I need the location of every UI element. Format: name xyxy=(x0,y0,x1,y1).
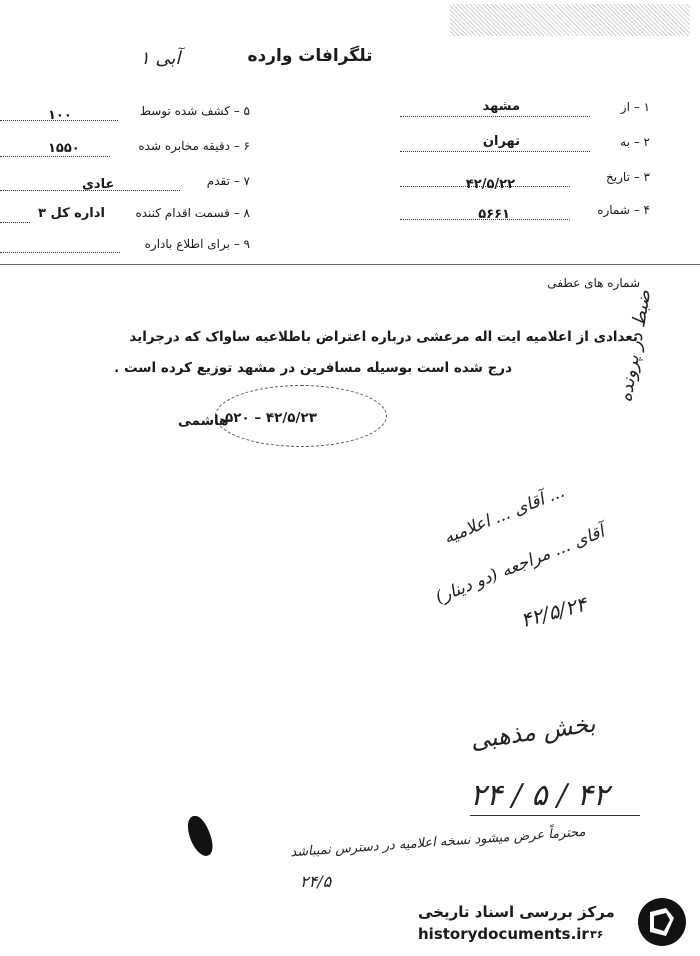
ink-blot xyxy=(183,813,216,859)
dotted-line xyxy=(0,190,180,191)
dotted-line xyxy=(400,116,590,117)
watermark-url: historydocuments.ir xyxy=(418,925,589,943)
reference-numbers-label: شماره های عطفی xyxy=(547,276,640,290)
field-minutes-label: ۶ – دقیقه مخابره شده xyxy=(138,139,250,153)
watermark-page-fragment: ۳۶ xyxy=(590,928,604,941)
field-to-label: ۲ – به xyxy=(620,135,650,149)
field-priority-value: عادی xyxy=(82,177,115,192)
field-number-value: ۵۶۶۱ xyxy=(478,207,510,222)
field-priority-label: ۷ – تقدم xyxy=(206,174,250,188)
field-from-value: مشهد xyxy=(482,99,520,114)
field-minutes-value: ۱۵۵۰ xyxy=(48,141,80,156)
field-action-dept-value: اداره کل ۳ xyxy=(38,206,105,221)
dotted-line xyxy=(0,120,118,121)
message-line-2: درج شده است بوسیله مسافرین در مشهد توزیع کرده است . xyxy=(114,360,512,376)
field-from-label: ۱ – از xyxy=(620,100,650,114)
handwritten-date-1: ۴۲/۵/۲۴ xyxy=(518,591,590,633)
margin-handwritten-note: ضبط در پرونده xyxy=(615,288,656,404)
signature-code: ۴۲/۵/۲۳ – ۵۲۰ xyxy=(225,410,317,426)
watermark-logo-icon xyxy=(636,896,688,948)
dotted-line xyxy=(400,219,570,220)
signature-name: هاشمی xyxy=(178,413,229,429)
field-decoded-by-label: ۵ – کشف شده توسط xyxy=(139,104,250,118)
field-number-label: ۴ – شماره xyxy=(597,203,650,217)
message-line-1: تعدادی از اعلامیه ایت اله مرعشی درباره اعتراض باطلاعیه ساواک که درجراید xyxy=(129,329,638,345)
field-date-value: ۴۲/۵/۲۲ xyxy=(465,177,515,192)
handwritten-note-diag-2: (دو دینار) آقای ... مراجعه xyxy=(432,521,608,609)
field-to-value: تهران xyxy=(482,134,520,149)
dotted-line xyxy=(400,186,570,187)
handwritten-note-mid: بخش مذهبی xyxy=(468,709,598,755)
dotted-line xyxy=(0,222,30,223)
field-info-dept-label: ۹ – برای اطلاع باداره xyxy=(144,237,250,251)
dotted-line xyxy=(0,252,120,253)
handwritten-date-2: ۲۴ / ۵ / ۴۲ xyxy=(470,778,609,813)
scan-noise xyxy=(450,4,690,36)
corner-scribble: آبی ۱ xyxy=(140,48,181,69)
document-title: تلگرافات وارده xyxy=(247,46,373,66)
watermark-title: مرکز بررسی اسناد تاریخی xyxy=(418,903,615,921)
field-date-label: ۳ – تاریخ xyxy=(606,170,650,184)
field-action-dept-label: ۸ – قسمت اقدام کننده xyxy=(135,206,250,220)
handwritten-note-diag-1: آقای ... اعلامیه ... xyxy=(440,481,568,549)
handwritten-underline xyxy=(470,815,640,816)
handwritten-note-bottom: محترماً عرض میشود نسخه اعلامیه در دسترس نمیباشد xyxy=(289,824,587,861)
dotted-line xyxy=(0,156,110,157)
field-decoded-by-value: ۱۰۰ xyxy=(48,108,72,123)
handwritten-sign-bottom: ۲۴/۵ xyxy=(300,872,332,891)
dotted-line xyxy=(400,151,590,152)
section-divider xyxy=(0,264,700,265)
